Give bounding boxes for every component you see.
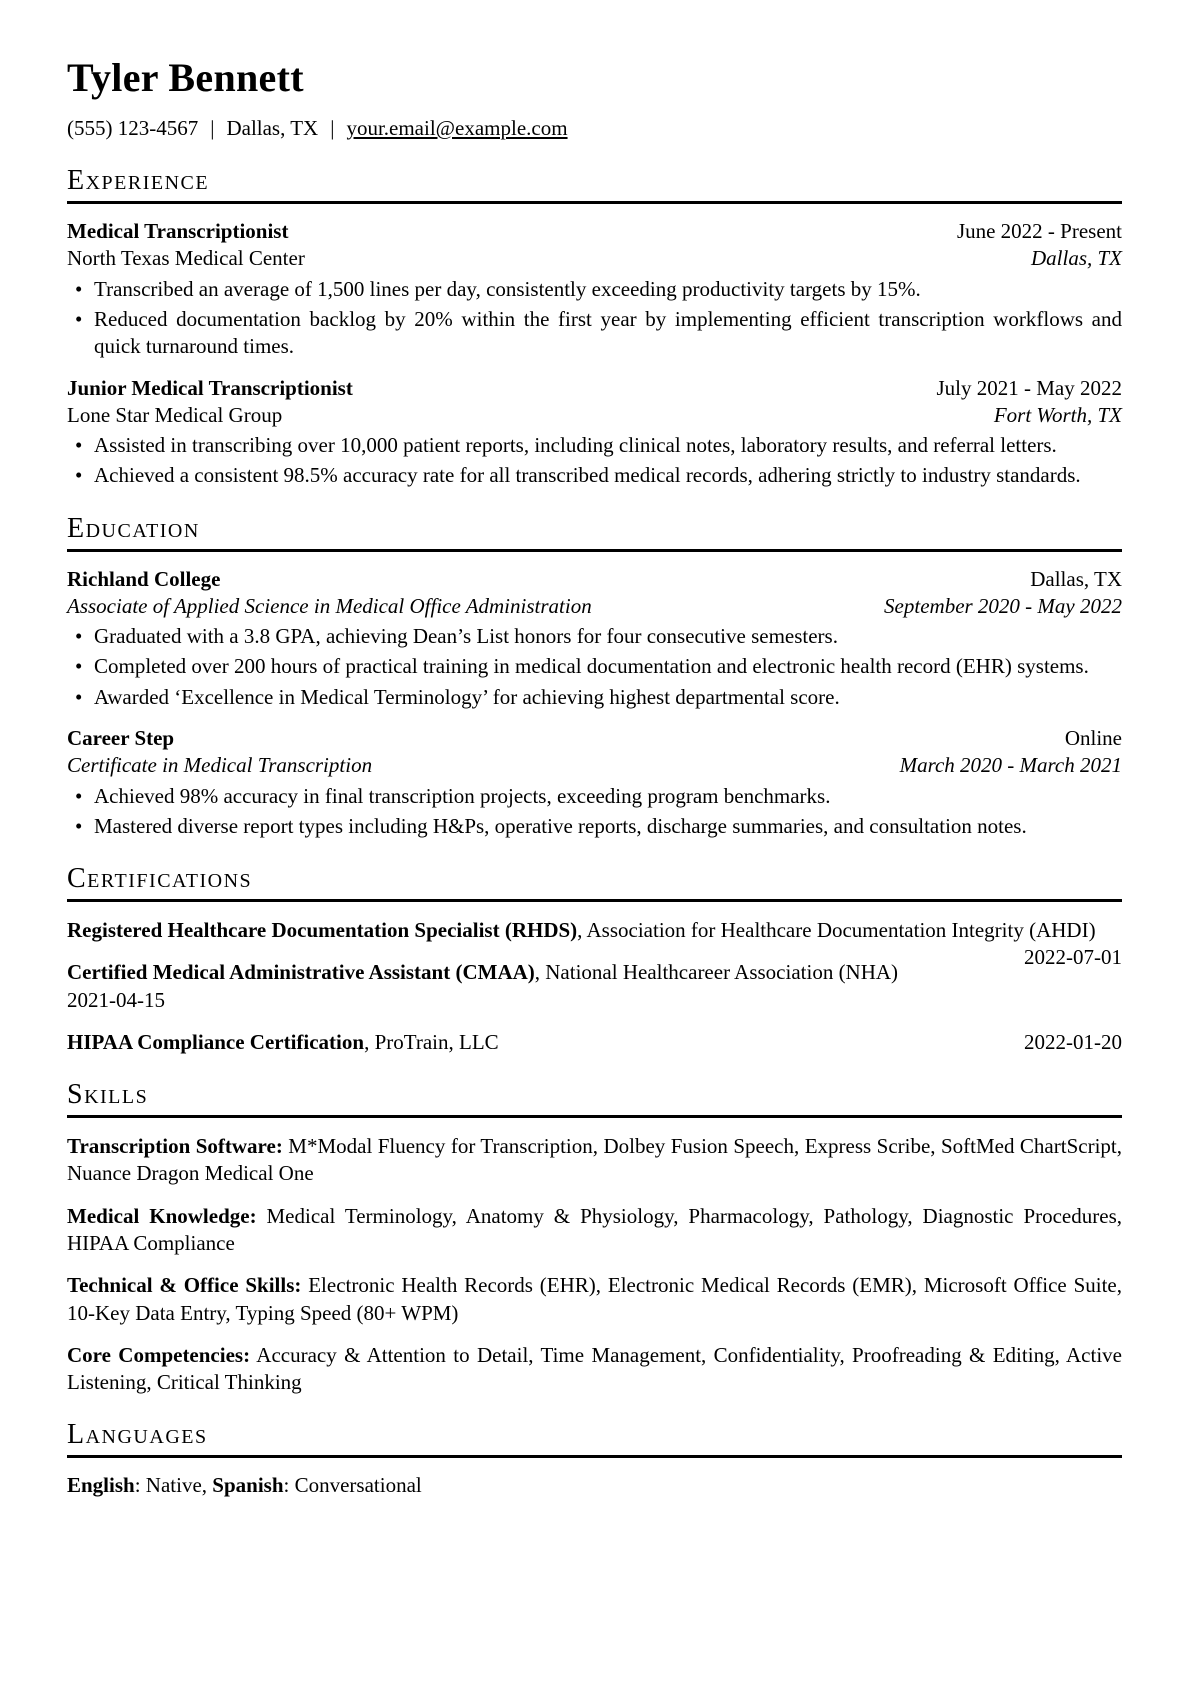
education-entry xyxy=(67,725,1122,840)
education-entry xyxy=(67,566,1122,711)
skill-group xyxy=(67,1272,1122,1327)
skill-group-text: M*Modal Fluency for Transcription, Dolbey Fusion Speech, Express Scribe, SoftMed ChartScript, Nuance Dragon Medical One xyxy=(67,1134,1122,1186)
bullet-item: • Completed over 200 hours of practical training in medical documentation and electronic health record (EHR) systems. xyxy=(94,653,1122,680)
bullet-item: • Mastered diverse report types including H&Ps, operative reports, discharge summaries, and consultation notes. xyxy=(94,813,1122,840)
section-skills xyxy=(67,1080,1122,1396)
section-experience xyxy=(67,166,1122,489)
certification-date: 2022-07-01 xyxy=(1024,945,1122,970)
job-bullet-list xyxy=(67,276,1122,361)
degree: Certificate in Medical Transcription xyxy=(67,753,373,778)
experience-entry xyxy=(67,218,1122,360)
person-name: Tyler Bennett xyxy=(67,55,304,100)
phone-number: (555) 123-4567 xyxy=(67,116,199,140)
contact-separator: | xyxy=(330,116,335,140)
section-title-experience: Experience xyxy=(67,165,210,197)
contact-separator: | xyxy=(210,116,215,140)
language-level: : Native, xyxy=(134,1473,213,1498)
contact-location: Dallas, TX xyxy=(226,116,319,140)
bullet-item: • Achieved a consistent 98.5% accuracy rate for all transcribed medical records, adhering strictly to industry standards. xyxy=(94,462,1122,489)
job-company: Lone Star Medical Group xyxy=(67,402,283,427)
job-dates: July 2021 - May 2022 xyxy=(936,375,1122,400)
section-certifications xyxy=(67,864,1122,1056)
certification-date: 2022-01-20 xyxy=(1024,1029,1122,1054)
email-link[interactable]: your.email@example.com xyxy=(346,116,568,140)
school-name: Career Step xyxy=(67,726,175,751)
bullet-item: • Reduced documentation backlog by 20% within the first year by implementing efficient transcription workflows and quick turnaround times. xyxy=(94,306,1122,361)
school-location: Online xyxy=(1064,726,1122,751)
contact-line xyxy=(67,115,1122,142)
certification-issuer: , ProTrain, LLC xyxy=(364,1029,499,1054)
certification-name: Certified Medical Administrative Assistant (CMAA) xyxy=(67,960,535,985)
section-rule xyxy=(67,1115,1122,1118)
skill-group-label: Medical Knowledge: xyxy=(67,1203,257,1228)
skill-group xyxy=(67,1203,1122,1258)
school-name: Richland College xyxy=(67,566,221,591)
job-role: Junior Medical Transcriptionist xyxy=(67,375,353,400)
skill-group-text: Accuracy & Attention to Detail, Time Management, Confidentiality, Proofreading & Editing, Active Listening, Critical Thinking xyxy=(67,1342,1122,1395)
section-languages xyxy=(67,1420,1122,1499)
language-name: Spanish xyxy=(212,1473,284,1498)
skill-group-text: Medical Terminology, Anatomy & Physiology, Pharmacology, Pathology, Diagnostic Procedures, HIPAA Compliance xyxy=(67,1203,1122,1255)
skill-group xyxy=(67,1342,1122,1397)
certification-date: 2021-04-15 xyxy=(67,987,165,1012)
school-bullet-list xyxy=(67,623,1122,711)
section-education xyxy=(67,514,1122,840)
bullet-item: • Assisted in transcribing over 10,000 patient reports, including clinical notes, laboratory results, and referral letters. xyxy=(94,432,1122,459)
section-rule xyxy=(67,899,1122,902)
school-location: Dallas, TX xyxy=(1030,566,1122,591)
section-rule xyxy=(67,201,1122,204)
bullet-item: • Graduated with a 3.8 GPA, achieving Dean’s List honors for four consecutive semesters. xyxy=(94,623,1122,650)
job-company: North Texas Medical Center xyxy=(67,246,305,271)
bullet-item: • Transcribed an average of 1,500 lines per day, consistently exceeding productivity targets by 15%. xyxy=(94,276,1122,303)
certification-entry xyxy=(67,1029,1122,1056)
certification-issuer: , Association for Healthcare Documentation Integrity (AHDI) xyxy=(577,918,1096,943)
job-location: Dallas, TX xyxy=(1030,246,1122,271)
job-role: Medical Transcriptionist xyxy=(67,219,289,244)
job-dates: June 2022 - Present xyxy=(956,219,1122,244)
skill-group xyxy=(67,1133,1122,1188)
section-rule xyxy=(67,1455,1122,1458)
bullet-item: • Achieved 98% accuracy in final transcription projects, exceeding program benchmarks. xyxy=(94,783,1122,810)
section-title-languages: Languages xyxy=(67,1419,208,1451)
certification-issuer: , National Healthcareer Association (NHA) xyxy=(534,960,899,985)
degree: Associate of Applied Science in Medical Office Administration xyxy=(67,593,592,618)
skill-group-label: Technical & Office Skills: xyxy=(67,1273,302,1298)
section-rule xyxy=(67,549,1122,552)
languages-line xyxy=(67,1472,1122,1499)
job-bullet-list xyxy=(67,432,1122,490)
language-level: : Conversational xyxy=(283,1473,422,1498)
skill-group-text: Electronic Health Records (EHR), Electronic Medical Records (EMR), Microsoft Office Suite, 10-Key Data Entry, Typing Speed (80+ WPM) xyxy=(67,1273,1122,1325)
section-title-education: Education xyxy=(67,512,200,544)
certification-entry xyxy=(67,959,1122,1014)
certification-name: HIPAA Compliance Certification xyxy=(67,1029,365,1054)
certification-name: Registered Healthcare Documentation Specialist (RHDS) xyxy=(67,918,578,943)
school-bullet-list xyxy=(67,783,1122,841)
language-name: English xyxy=(67,1473,135,1498)
bullet-item: • Awarded ‘Excellence in Medical Terminology’ for achieving highest departmental score. xyxy=(94,684,1122,711)
experience-entry xyxy=(67,375,1122,490)
certification-entry xyxy=(67,917,1122,970)
school-dates: September 2020 - May 2022 xyxy=(884,593,1122,618)
school-dates: March 2020 - March 2021 xyxy=(899,753,1122,778)
skill-group-label: Core Competencies: xyxy=(67,1342,251,1367)
section-title-certifications: Certifications xyxy=(67,863,253,895)
job-location: Fort Worth, TX xyxy=(993,402,1122,427)
skill-group-label: Transcription Software: xyxy=(67,1134,283,1159)
section-title-skills: Skills xyxy=(67,1079,149,1111)
